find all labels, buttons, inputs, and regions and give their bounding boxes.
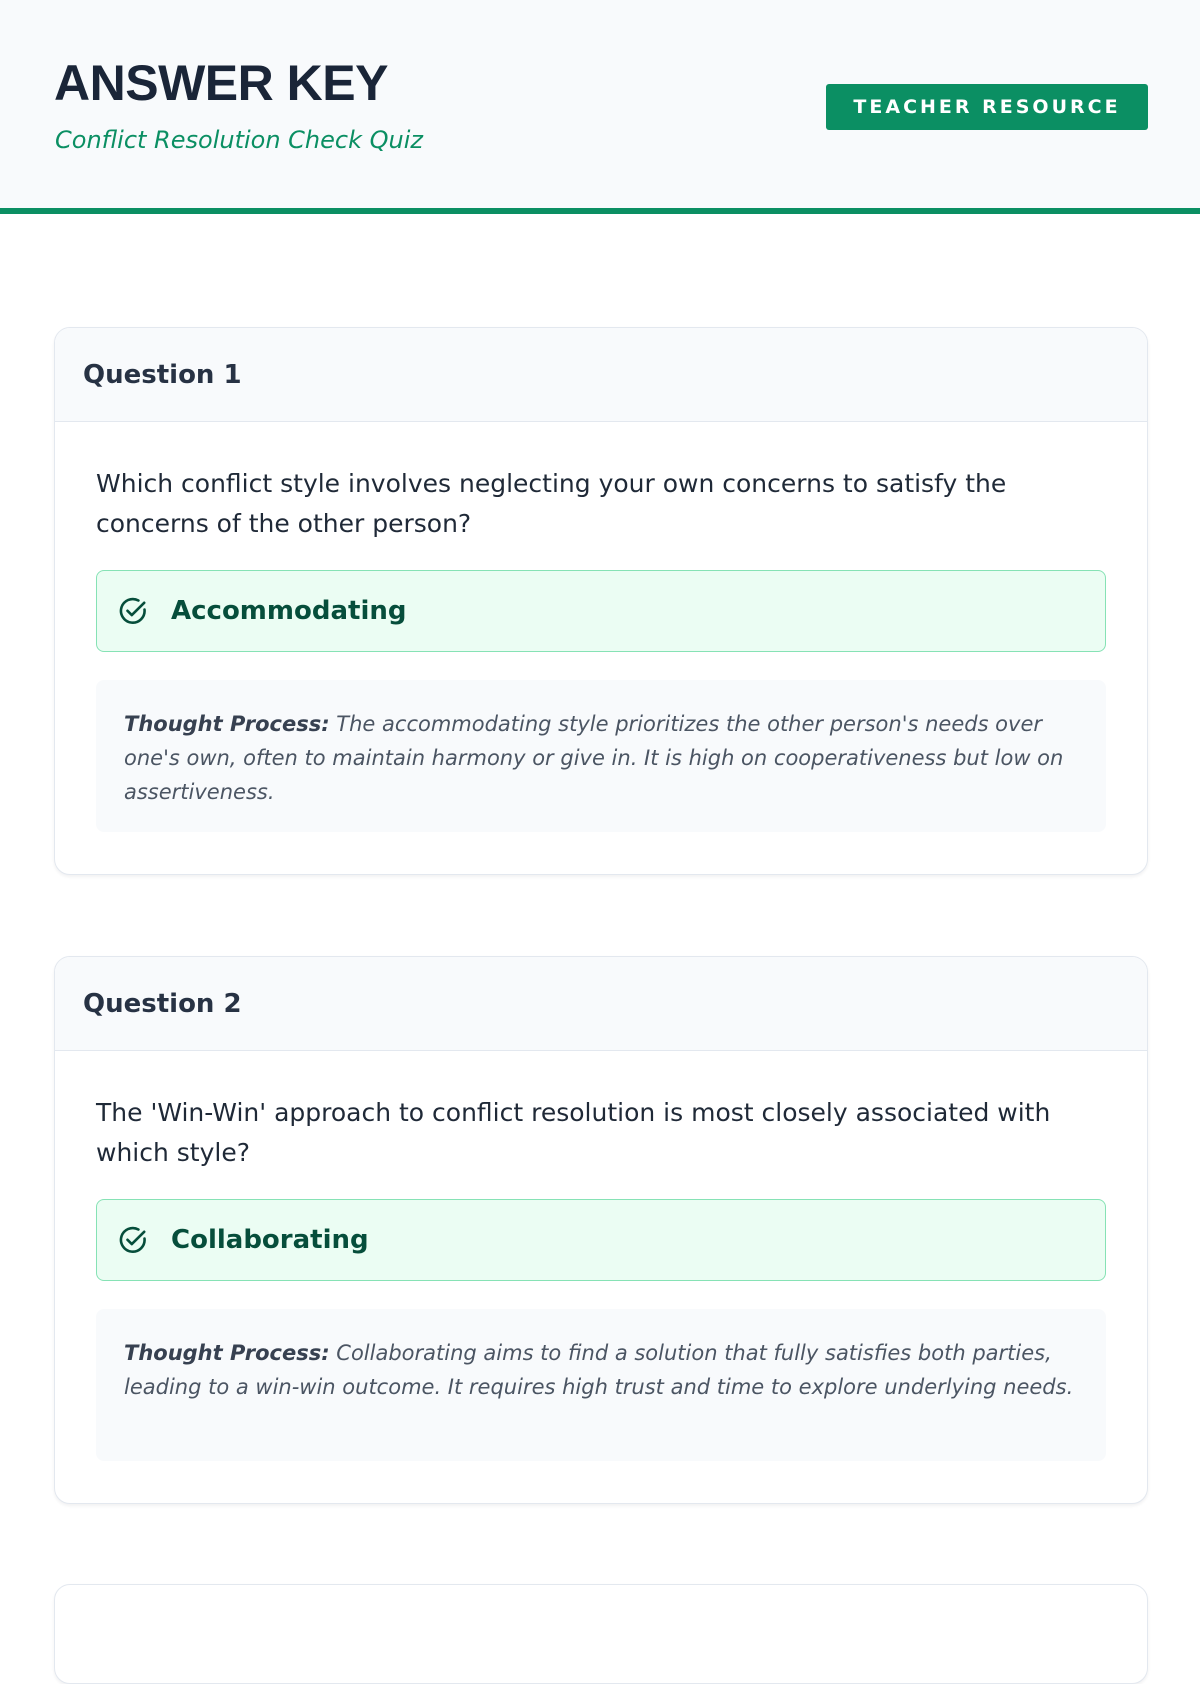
answer-label: Collaborating — [171, 1225, 369, 1255]
teacher-resource-badge: TEACHER RESOURCE — [826, 84, 1148, 130]
correct-answer — [96, 1199, 1106, 1281]
thought-process-label: Thought Process: — [124, 1341, 330, 1365]
question-text: Which conflict style involves neglecting your own concerns to satisfy the concerns of the other person? — [96, 469, 1007, 538]
question-heading: Question 2 — [55, 957, 1147, 1051]
thought-process-text: The accommodating style prioritizes the other person's needs over one's own, often to maintain harmony or give in. It is high on cooperativeness but low on assertiveness. — [124, 712, 1064, 804]
page-title: ANSWER KEY — [54, 55, 388, 111]
question-heading: Question 1 — [55, 328, 1147, 422]
question-card-2 — [54, 956, 1148, 1504]
answer-label: Accommodating — [171, 596, 407, 626]
correct-answer — [96, 570, 1106, 652]
check-circle-icon — [117, 1224, 149, 1256]
page-header — [0, 0, 1200, 214]
question-text: The 'Win-Win' approach to conflict resolution is most closely associated with which style? — [96, 1098, 1051, 1167]
thought-process — [96, 680, 1106, 832]
question-card-1 — [54, 327, 1148, 875]
thought-process — [96, 1309, 1106, 1461]
question-card-3 — [54, 1584, 1148, 1684]
page-subtitle: Conflict Resolution Check Quiz — [55, 126, 423, 154]
thought-process-label: Thought Process: — [124, 712, 330, 736]
thought-process-text: Collaborating aims to find a solution that fully satisfies both parties, leading to a win-win outcome. It requires high trust and time to explore underlying needs. — [124, 1341, 1074, 1399]
check-circle-icon — [117, 595, 149, 627]
